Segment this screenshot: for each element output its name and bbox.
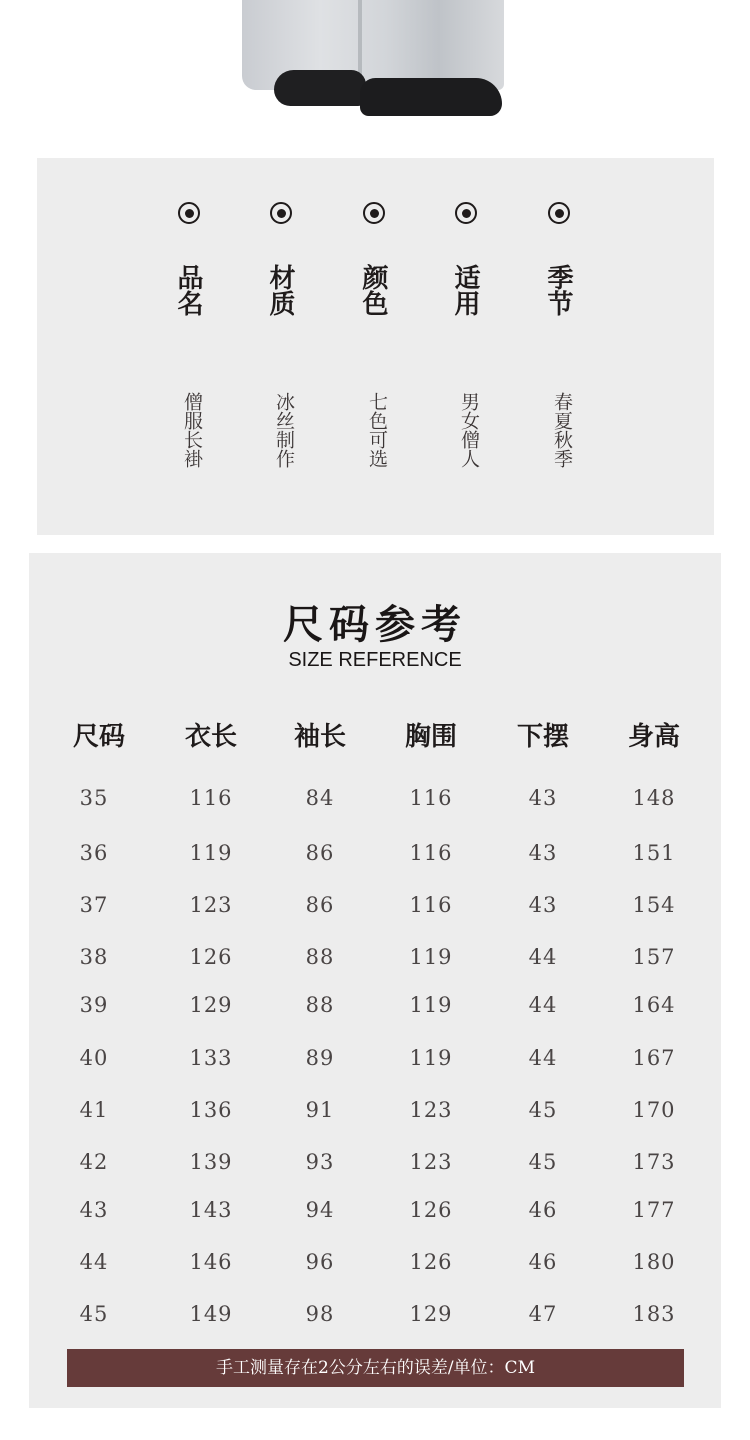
table-header-cell: 身高 [627,722,680,752]
right-shoe [360,78,502,116]
table-cell: 119 [409,945,453,969]
table-cell: 148 [632,786,676,810]
table-cell: 43 [528,841,558,865]
bullseye-icon [270,202,292,224]
info-heading: 材质 [265,264,295,316]
table-cell: 116 [409,893,453,917]
table-header-cell: 袖长 [293,722,346,752]
table-cell: 89 [305,1046,335,1070]
size-subtitle: SIZE REFERENCE [288,649,462,671]
table-cell: 143 [189,1198,233,1222]
table-cell: 43 [79,1198,109,1222]
table-cell: 129 [189,993,233,1017]
table-cell: 173 [632,1150,676,1174]
table-cell: 126 [409,1250,453,1274]
table-cell: 183 [632,1302,676,1326]
table-cell: 126 [409,1198,453,1222]
table-cell: 44 [79,1250,109,1274]
table-cell: 41 [79,1098,109,1122]
table-cell: 123 [189,893,233,917]
table-cell: 94 [305,1198,335,1222]
left-shoe [274,70,366,106]
table-cell: 126 [189,945,233,969]
info-value: 冰丝制作 [273,392,295,468]
table-cell: 170 [632,1098,676,1122]
table-cell: 88 [305,945,335,969]
table-cell: 133 [189,1046,233,1070]
table-cell: 98 [305,1302,335,1326]
product-photo [0,0,750,130]
table-cell: 164 [632,993,676,1017]
table-cell: 136 [189,1098,233,1122]
size-title: 尺码参考 [283,601,467,648]
product-info-panel [37,158,714,535]
table-cell: 180 [632,1250,676,1274]
table-cell: 45 [528,1150,558,1174]
bullseye-icon [548,202,570,224]
table-cell: 38 [79,945,109,969]
table-cell: 36 [79,841,109,865]
table-cell: 35 [79,786,109,810]
info-heading: 适用 [450,264,480,316]
table-cell: 91 [305,1098,335,1122]
table-cell: 46 [528,1250,558,1274]
table-cell: 40 [79,1046,109,1070]
table-cell: 123 [409,1098,453,1122]
table-cell: 44 [528,945,558,969]
table-cell: 39 [79,993,109,1017]
table-cell: 177 [632,1198,676,1222]
table-cell: 119 [189,841,233,865]
table-cell: 149 [189,1302,233,1326]
table-cell: 119 [409,993,453,1017]
table-cell: 151 [632,841,676,865]
table-cell: 42 [79,1150,109,1174]
table-cell: 129 [409,1302,453,1326]
table-header-cell: 尺码 [72,722,125,752]
bullseye-icon [363,202,385,224]
info-heading: 颜色 [358,264,388,316]
table-cell: 45 [79,1302,109,1326]
size-reference-panel [29,553,721,1408]
bullseye-icon [178,202,200,224]
info-heading: 季节 [543,264,573,316]
table-cell: 154 [632,893,676,917]
table-cell: 47 [528,1302,558,1326]
table-cell: 96 [305,1250,335,1274]
table-cell: 45 [528,1098,558,1122]
table-cell: 86 [305,841,335,865]
table-cell: 116 [409,841,453,865]
table-cell: 46 [528,1198,558,1222]
table-cell: 167 [632,1046,676,1070]
table-cell: 157 [632,945,676,969]
table-cell: 93 [305,1150,335,1174]
table-cell: 84 [305,786,335,810]
table-cell: 88 [305,993,335,1017]
table-header-cell: 胸围 [404,722,457,752]
table-cell: 119 [409,1046,453,1070]
info-value: 七色可选 [366,392,388,468]
info-value: 春夏秋季 [551,392,573,468]
table-cell: 43 [528,786,558,810]
info-value: 僧服长褂 [181,392,203,468]
table-cell: 43 [528,893,558,917]
table-header-cell: 衣长 [184,722,237,752]
table-cell: 44 [528,993,558,1017]
measurement-note: 手工测量存在2公分左右的误差/单位：CM [67,1349,684,1387]
bullseye-icon [455,202,477,224]
table-cell: 123 [409,1150,453,1174]
info-heading: 品名 [173,264,203,316]
table-cell: 37 [79,893,109,917]
table-cell: 139 [189,1150,233,1174]
table-cell: 116 [189,786,233,810]
table-cell: 44 [528,1046,558,1070]
table-cell: 146 [189,1250,233,1274]
table-cell: 116 [409,786,453,810]
table-header-cell: 下摆 [516,722,569,752]
table-cell: 86 [305,893,335,917]
info-value: 男女僧人 [458,392,480,468]
